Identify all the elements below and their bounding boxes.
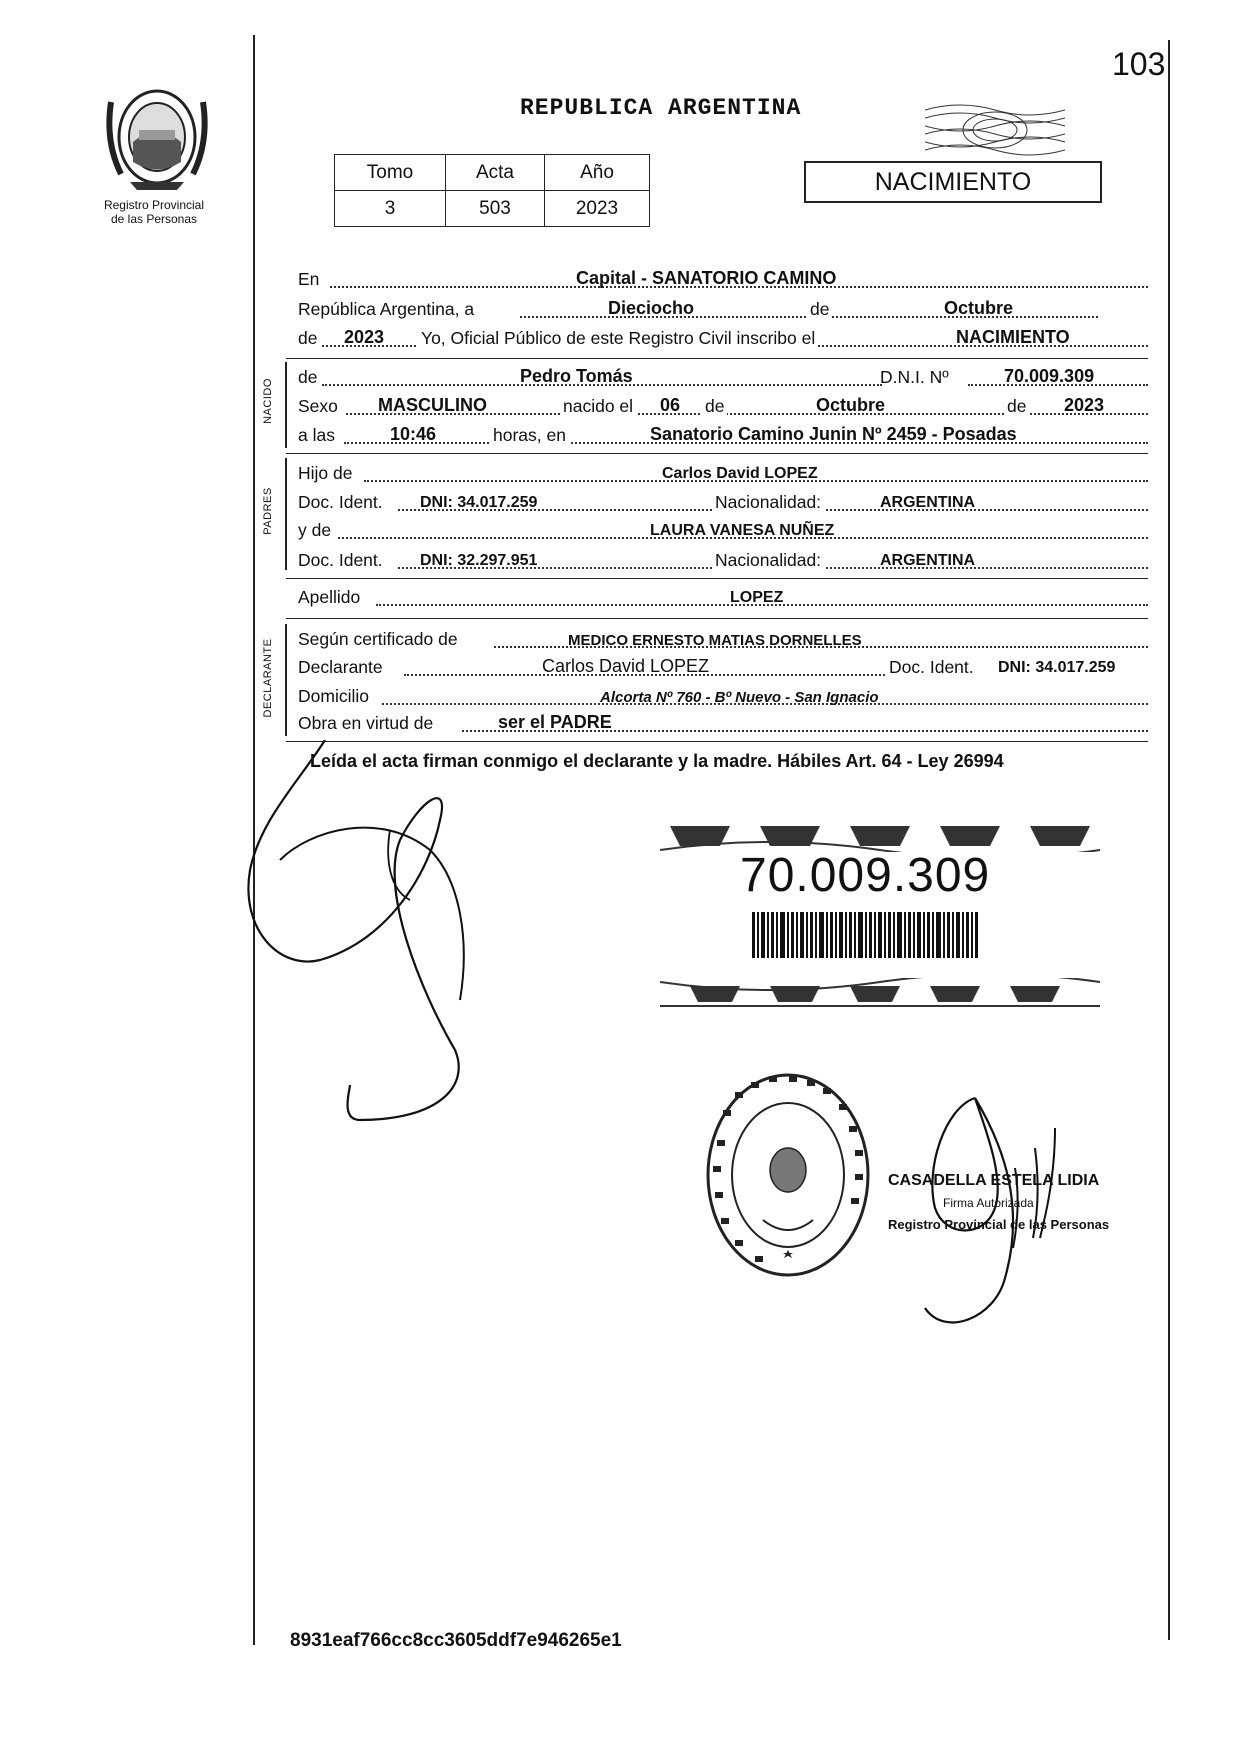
side-label-nacido: NACIDO	[262, 378, 274, 424]
id-sticker-number: 70.009.309	[740, 849, 991, 902]
document-type-box: NACIMIENTO	[804, 161, 1102, 203]
value-madre: LAURA VANESA NUÑEZ	[650, 522, 835, 539]
logo-caption	[84, 198, 224, 226]
value-dia-nacimiento: 06	[660, 395, 681, 415]
security-pattern-icon	[925, 100, 1065, 163]
header-anio: Año	[545, 155, 650, 191]
value-domicilio: Alcorta Nº 760 - Bº Nuevo - San Ignacio	[600, 689, 879, 706]
separator	[286, 578, 1148, 579]
value-anio-nacimiento: 2023	[1064, 395, 1105, 415]
value-nacionalidad-padre: ARGENTINA	[880, 494, 976, 511]
barcode-icon	[752, 912, 978, 963]
value-nacionalidad-madre: ARGENTINA	[880, 552, 976, 569]
provincial-emblem-icon	[105, 82, 215, 197]
label-apellido: Apellido	[298, 587, 361, 607]
side-label-padres: PADRES	[262, 487, 274, 535]
value-doc-madre: DNI: 32.297.951	[420, 552, 538, 569]
label-nacionalidad-madre: Nacionalidad:	[712, 550, 824, 571]
label-domicilio: Domicilio	[298, 686, 369, 706]
value-doc-padre: DNI: 34.017.259	[420, 494, 538, 511]
label-nacionalidad-padre: Nacionalidad:	[712, 492, 824, 513]
closing-text: Leída el acta firman conmigo el declarante y la madre. Hábiles Art. 64 - Ley 26994	[310, 751, 1004, 771]
page-number: 103	[1112, 46, 1166, 82]
row-padre	[298, 458, 1148, 488]
row-vinculo	[298, 708, 1148, 738]
logo-caption-line1: Registro Provincial	[103, 198, 205, 212]
header-tomo: Tomo	[335, 155, 446, 191]
row-apellido	[298, 582, 1148, 612]
row-madre	[298, 515, 1148, 545]
right-margin-line	[1168, 40, 1170, 1640]
label-de-mes-nac: de	[702, 396, 727, 417]
row-lugar	[298, 264, 1148, 294]
document-hash: 8931eaf766cc8cc3605ddf7e946265e1	[290, 1630, 622, 1651]
row-sexo	[298, 391, 1148, 421]
officer-stamp-role: Firma Autorizada	[943, 1196, 1034, 1210]
label-sexo: Sexo	[298, 396, 338, 416]
separator	[286, 358, 1148, 359]
value-nombre: Pedro Tomás	[520, 366, 633, 386]
section-bracket	[285, 624, 287, 736]
label-a-las: a las	[298, 425, 335, 445]
value-apellido: LOPEZ	[730, 589, 784, 606]
register-table-header	[335, 155, 650, 191]
label-de-mes: de	[810, 299, 830, 319]
label-republica: República Argentina, a	[298, 299, 475, 319]
declarant-signature-icon	[240, 740, 540, 1145]
row-certificado	[298, 624, 1148, 654]
row-fecha-registro	[298, 294, 1148, 324]
label-doc-ident-madre: Doc. Ident.	[298, 550, 383, 570]
side-label-declarante: DECLARANTE	[262, 638, 274, 718]
separator	[286, 618, 1148, 619]
value-declarante: Carlos David LOPEZ	[542, 656, 710, 676]
label-de-nombre: de	[298, 367, 318, 387]
row-hora-lugar	[298, 420, 1148, 450]
label-hijo-de: Hijo de	[298, 463, 353, 483]
value-dia-palabras: Dieciocho	[608, 298, 695, 318]
value-vinculo: ser el PADRE	[498, 712, 612, 732]
label-yo-oficial: Yo, Oficial Público de este Registro Civil inscribo el	[418, 328, 818, 349]
label-doc-ident-padre: Doc. Ident.	[298, 492, 383, 512]
value-hora: 10:46	[390, 424, 437, 444]
value-sexo: MASCULINO	[378, 395, 487, 415]
value-doc-declarante: DNI: 34.017.259	[998, 659, 1116, 676]
value-mes-registro: Octubre	[944, 298, 1014, 318]
officer-stamp-name: CASADELLA ESTELA LIDIA	[888, 1172, 1100, 1189]
row-doc-padre	[298, 487, 1148, 517]
value-lugar-nacimiento: Sanatorio Camino Junin Nº 2459 - Posadas	[650, 424, 1017, 444]
row-domicilio	[298, 681, 1148, 711]
row-inscripcion	[298, 323, 1148, 353]
separator	[286, 453, 1148, 454]
value-tomo: 3	[335, 191, 446, 227]
label-segun-certificado: Según certificado de	[298, 629, 458, 649]
label-y-de: y de	[298, 520, 332, 540]
row-declarante	[298, 652, 1148, 682]
officer-stamp-office: Registro Provincial de las Personas	[888, 1217, 1110, 1232]
label-declarante: Declarante	[298, 657, 383, 677]
label-doc-ident-declarante: Doc. Ident.	[886, 657, 977, 678]
value-padre: Carlos David LOPEZ	[662, 465, 818, 482]
logo-caption-line2: de las Personas	[110, 212, 198, 226]
row-nombre	[298, 362, 1148, 392]
value-tipo-inscripcion: NACIMIENTO	[956, 327, 1070, 347]
value-anio-registro: 2023	[344, 327, 385, 347]
officer-signature-icon	[905, 1088, 1105, 1343]
value-certificado: MEDICO ERNESTO MATIAS DORNELLES	[568, 632, 862, 649]
value-mes-nacimiento: Octubre	[816, 395, 886, 415]
section-bracket	[285, 458, 287, 570]
label-dni: D.N.I. Nº	[880, 367, 949, 387]
header-acta: Acta	[446, 155, 545, 191]
value-anio: 2023	[545, 191, 650, 227]
id-sticker-bottom-pattern-icon	[660, 978, 1100, 1013]
value-dni-nacido: 70.009.309	[1004, 366, 1095, 386]
label-obra-en-virtud: Obra en virtud de	[298, 713, 434, 733]
section-bracket	[285, 362, 287, 448]
label-nacido-el: nacido el	[560, 396, 636, 417]
label-horas-en: horas, en	[490, 425, 569, 446]
row-doc-madre	[298, 545, 1148, 575]
register-table-row	[335, 191, 650, 227]
value-lugar: Capital - SANATORIO CAMINO	[576, 268, 837, 288]
label-de-anio-nac: de	[1004, 396, 1029, 417]
document-title: REPUBLICA ARGENTINA	[520, 95, 802, 121]
label-en: En	[298, 269, 320, 289]
register-table	[334, 154, 650, 227]
registry-seal-icon	[703, 1070, 873, 1285]
label-de-anio: de	[298, 328, 318, 348]
value-acta: 503	[446, 191, 545, 227]
